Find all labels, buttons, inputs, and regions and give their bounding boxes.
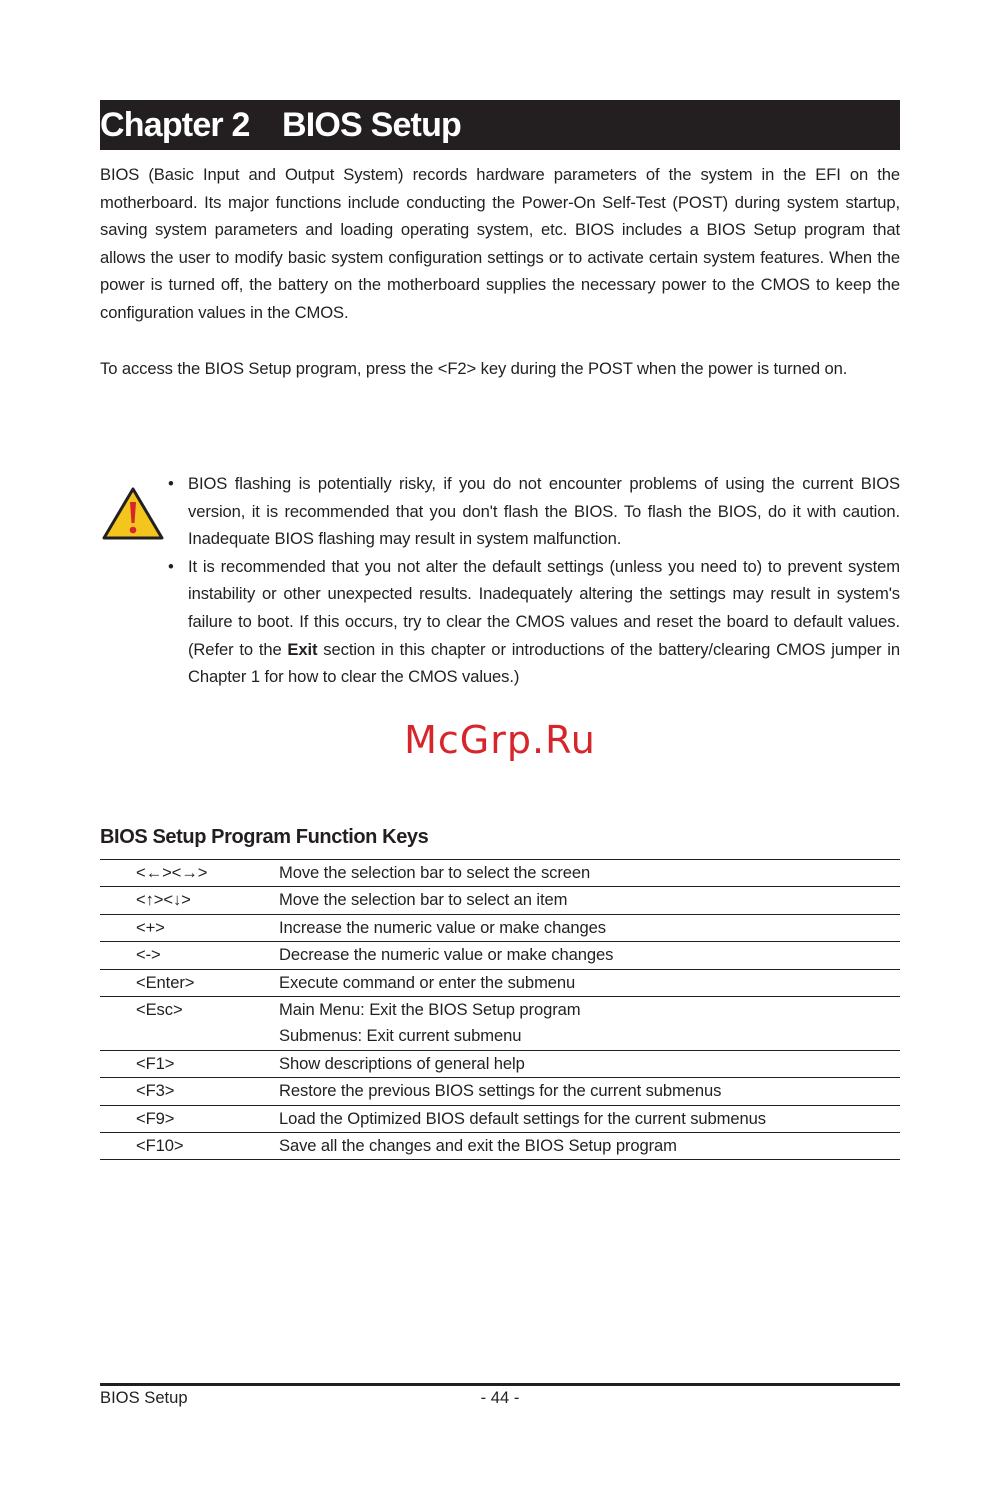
function-key-description (279, 1078, 900, 1105)
function-key-row (100, 997, 900, 1051)
function-key: <↑><↓> (100, 887, 279, 914)
caution-note-text-end: section in this chapter or introductions of the battery/clearing CMOS jumper in Chapter 1 for how to clear the CMOS values.) (188, 639, 900, 687)
chapter-number: Chapter 2 (100, 106, 250, 144)
function-key-description (279, 914, 900, 941)
function-keys-heading: BIOS Setup Program Function Keys (100, 826, 429, 848)
function-key-row (100, 1078, 900, 1105)
function-key-description (279, 1105, 900, 1132)
function-key: <+> (100, 914, 279, 941)
description-line: Show descriptions of general help (279, 1053, 525, 1073)
function-key: <-> (100, 942, 279, 969)
description-line: Submenus: Exit current submenu (279, 1026, 522, 1046)
function-key-description (279, 887, 900, 914)
function-key-description (279, 860, 900, 887)
footer-section-name: BIOS Setup (100, 1388, 188, 1407)
caution-note-text: BIOS flashing is potentially risky, if you do not encounter problems of using the current BIOS version, it is recommended that you don't flash the BIOS. To flash the BIOS, do it with caution. Inadequate BIOS flashing may result in system malfunction. (188, 474, 900, 549)
description-line: Save all the changes and exit the BIOS Setup program (279, 1136, 677, 1156)
page-number: - 44 - (480, 1388, 520, 1407)
function-key: <Esc> (100, 997, 279, 1051)
function-key: <F1> (100, 1050, 279, 1077)
description-line: Move the selection bar to select the screen (279, 863, 591, 882)
caution-note-text: It is recommended that you not alter the default settings (unless you need to) to prevent system instability or other unexpected results. Inadequately altering the settings may result in system's failure to boot. If this occurs, try to clear the CMOS values and reset the board to default values. (Refer to the (188, 556, 900, 659)
function-key-description (279, 942, 900, 969)
caution-note-defaults (168, 553, 900, 691)
description-line: Decrease the numeric value or make changes (279, 945, 614, 965)
function-key-description (279, 1050, 900, 1077)
function-key: <F10> (100, 1133, 279, 1160)
caution-note-flashing (168, 470, 900, 553)
function-key-row (100, 942, 900, 969)
access-instruction: To access the BIOS Setup program, press the <F2> key during the POST when the power is turned on. (100, 359, 848, 378)
function-key: <←><→> (100, 860, 279, 887)
description-line: Increase the numeric value or make changes (279, 917, 606, 937)
chapter-title-bar (100, 100, 900, 150)
function-key-row (100, 860, 900, 887)
function-key: <F9> (100, 1105, 279, 1132)
function-keys-table (100, 859, 900, 1160)
intro-paragraph: BIOS (Basic Input and Output System) records hardware parameters of the system in the EFI on the motherboard. Its major functions include conducting the Power-On Self-Test (POST) during system startup, saving system parameters and loading operating system, etc. BIOS includes a BIOS Setup program that allows the user to modify basic system configuration settings or to activate certain system features. When the power is turned off, the battery on the motherboard supplies the necessary power to the CMOS to keep the configuration values in the CMOS. (100, 165, 900, 322)
chapter-title: BIOS Setup (282, 106, 462, 144)
function-key-row (100, 1133, 900, 1160)
description-line: Main Menu: Exit the BIOS Setup program (279, 1000, 581, 1020)
caution-notes (168, 470, 900, 691)
description-line: Move the selection bar to select an item (279, 890, 568, 910)
function-key-description (279, 997, 900, 1051)
bullet: • (168, 474, 174, 493)
watermark: McGrp.Ru (404, 718, 596, 762)
warning-triangle-icon (101, 486, 165, 542)
function-key-row (100, 914, 900, 941)
description-line: Execute command or enter the submenu (279, 972, 576, 992)
function-key: <F3> (100, 1078, 279, 1105)
function-key: <Enter> (100, 969, 279, 996)
description-line: Load the Optimized BIOS default settings for the current submenus (279, 1108, 766, 1128)
function-key-row (100, 969, 900, 996)
function-key-description (279, 1133, 900, 1160)
function-key-row (100, 1050, 900, 1077)
function-key-row (100, 887, 900, 914)
exit-section-reference: Exit (287, 639, 318, 659)
description-line: Restore the previous BIOS settings for the current submenus (279, 1081, 722, 1101)
bullet: • (168, 556, 174, 576)
function-key-row (100, 1105, 900, 1132)
function-key-description (279, 969, 900, 996)
